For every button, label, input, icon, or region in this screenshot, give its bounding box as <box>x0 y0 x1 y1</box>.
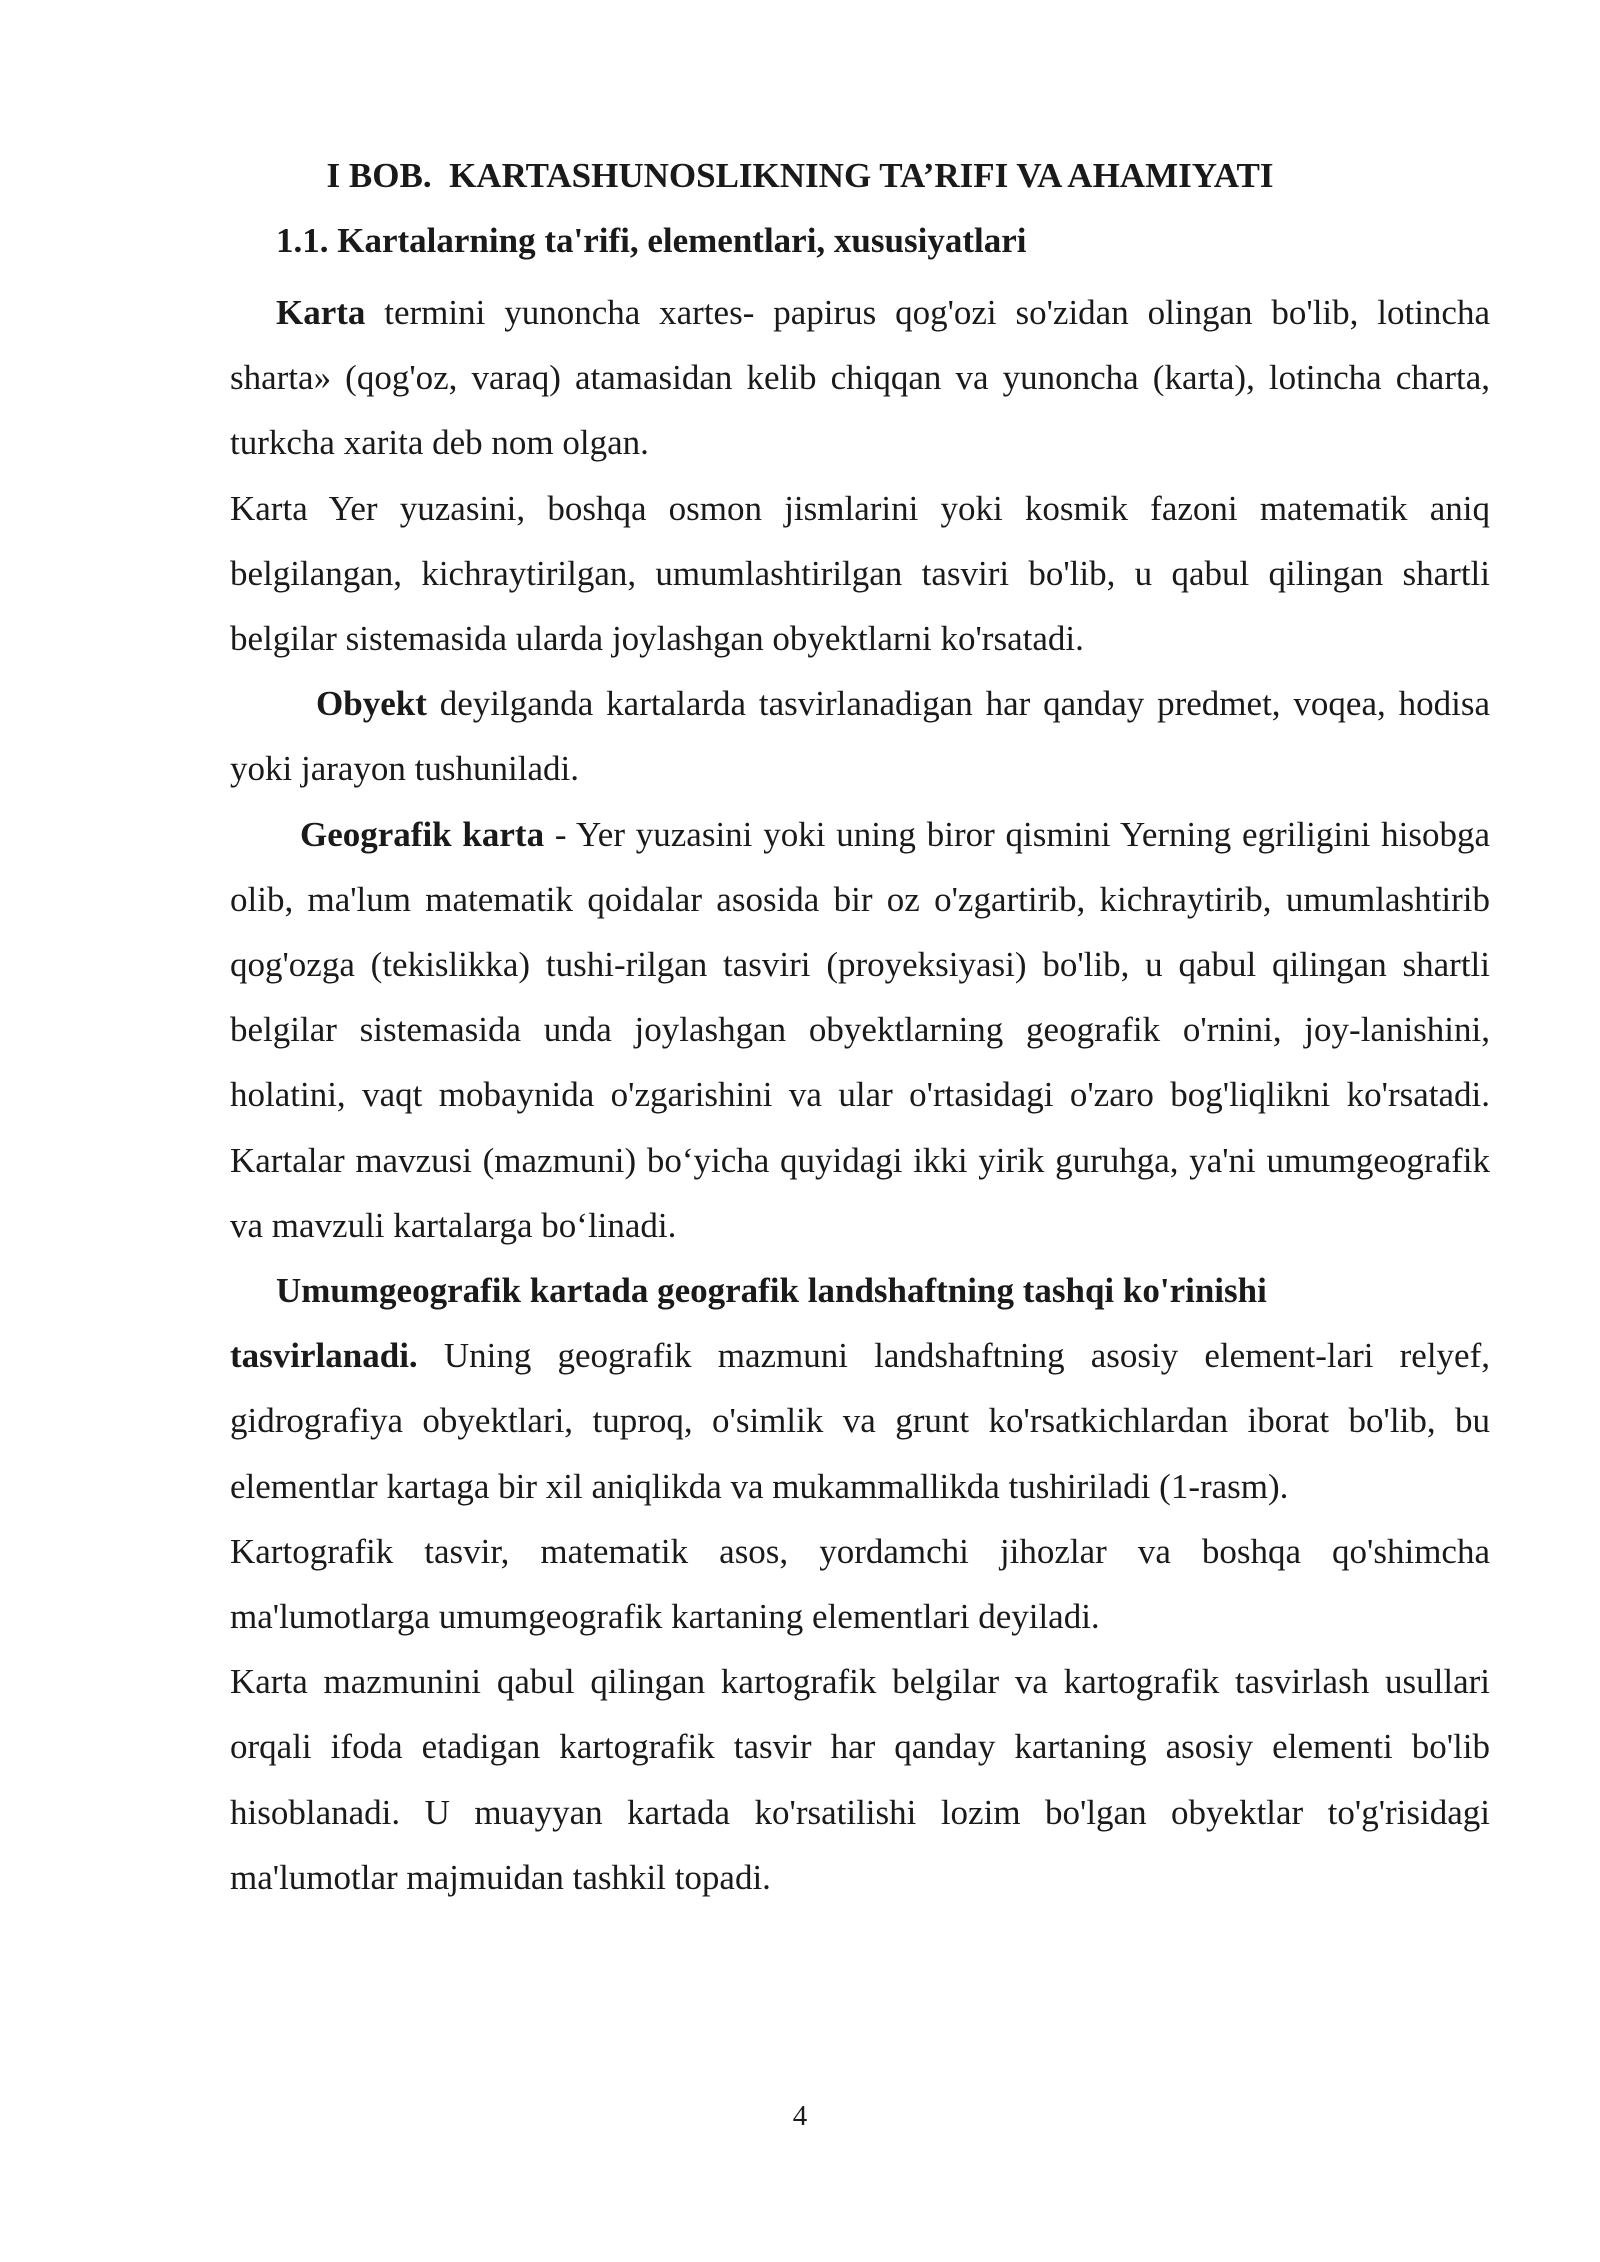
term-karta: Karta <box>276 293 366 332</box>
paragraph-karta-description <box>230 476 1490 672</box>
paragraph-text: Karta mazmunini qabul qilingan kartografik belgilar va kartografik tasvirlash usullari orqali ifoda etadigan kartografik tasvir har qanday kartaning asosiy elementi bo'lib hisoblanadi. U muayyan kartada ko'rsatilishi lozim bo'lgan obyektlar to'g'risidagi ma'lumotlar majmuidan tashkil topadi. <box>230 1662 1490 1897</box>
term-umumgeografik-line2: tasvirlanadi. <box>230 1336 418 1376</box>
paragraph-obyekt-definition <box>230 671 1490 801</box>
paragraph-text: - Yer yuzasini yoki uning biror qismini Yerning egriligini hisobga olib, ma'lum matematik qoidalar asosida bir oz o'zgartirib, kichraytirib, umumlashtirib qog'ozga (tekislikka) tushi-rilgan tasviri (proyeksiyasi) bo'lib, u qabul qilingan shartli belgilar sistemasida unda joylashgan obyektlarning geografik o'rnini, joy-lanishini, holatini, vaqt mobaynida o'zgarishini va ular o'rtasidagi o'zaro bog'liqlikni ko'rsatadi. Kartalar mavzusi (mazmuni) bo‘yicha quyidagi ikki yirik guruhga, ya'ni umumgeografik va mavzuli kartalarga bo‘linadi. <box>230 814 1490 1245</box>
body-text <box>230 280 1490 1910</box>
paragraph-text: Karta Yer yuzasini, boshqa osmon jismlarini yoki kosmik fazoni matematik aniq belgilangan, kichraytirilgan, umumlashtirilgan tasviri bo'lib, u qabul qilingan shartli belgilar sistemasida ularda joylashgan obyektlarni ko'rsatadi. <box>230 488 1490 659</box>
paragraph-text: deyilganda kartalarda tasvirlanadigan har qanday predmet, voqea, hodisa yoki jarayon tushuniladi. <box>230 684 1490 789</box>
paragraph-elements-definition <box>230 1519 1490 1649</box>
term-geografik-karta: Geografik karta <box>300 814 545 854</box>
paragraph-geografik-karta-definition <box>230 802 1490 1258</box>
chapter-title: I BOB. KARTASHUNOSLIKNING TA’RIFI VA AHAMIYATI <box>326 156 1274 195</box>
paragraph-umumgeografik-heading-line <box>230 1258 1490 1323</box>
section-title: 1.1. Kartalarning ta'rifi, elementlari, xususiyatlari <box>276 221 1027 260</box>
paragraph-text: termini yunoncha xartes- papirus qog'ozi so'zidan olingan bo'lib, lotincha sharta» (qog'oz, varaq) atamasidan kelib chiqqan va yunoncha (karta), lotincha charta, turkcha xarita deb nom olgan. <box>230 293 1490 463</box>
paragraph-karta-definition <box>230 280 1490 476</box>
paragraph-cartographic-image <box>230 1649 1490 1910</box>
term-umumgeografik-line1: Umumgeografik kartada geografik landshaftning tashqi ko'rinishi <box>276 1271 1267 1311</box>
page-number: 4 <box>792 2100 808 2132</box>
paragraph-umumgeografik-definition <box>230 1323 1490 1519</box>
term-obyekt: Obyekt <box>316 684 427 724</box>
paragraph-text: Uning geografik mazmuni landshaftning asosiy element-lari relyef, gidrografiya obyektlari, tuproq, o'simlik va grunt ko'rsatkichlardan iborat bo'lib, bu elementlar kartaga bir xil aniqlikda va mukammallikda tushiriladi (1-rasm). <box>230 1336 1490 1506</box>
paragraph-text: Kartografik tasvir, matematik asos, yordamchi jihozlar va boshqa qo'shimcha ma'lumotlarga umumgeografik kartaning elementlari deyiladi. <box>230 1531 1490 1637</box>
